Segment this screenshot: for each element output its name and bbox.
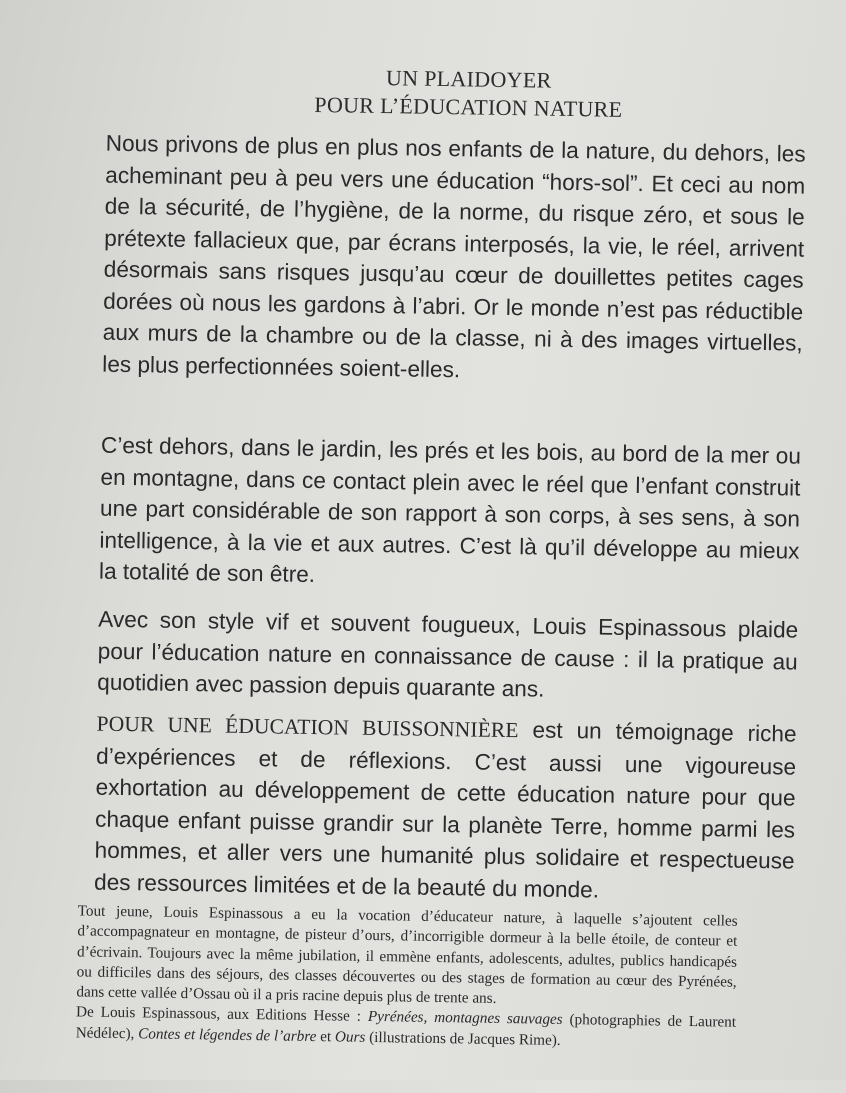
work-title-2: Contes et légendes de l’arbre — [138, 1025, 317, 1045]
works-and: et — [316, 1027, 336, 1046]
paragraph-4 — [94, 708, 797, 909]
works-intro: De Louis Espinassous, aux Editions Hesse : — [75, 1003, 369, 1026]
paragraph-2 — [99, 430, 801, 598]
title-line-2: POUR L’ÉDUCATION NATURE — [314, 91, 623, 122]
work-title-3: Ours — [334, 1028, 366, 1046]
author-bio — [76, 901, 738, 1053]
paragraph-1-text: Nous privons de plus en plus nos enfants de la nature, du dehors, les acheminant peu à peu vers une éducation “hors-sol”. Et ceci au nom de la sécurité, de l’hygiène, de la norme, du risque zéro, et sous le prétexte fallacieux que, par écrans interposés, la vie, le réel, arrivent désormais sans risques jusqu’au cœur de douillettes petites cages dorées où nous les gardons à l’abri. Or le monde n’est pas réductible aux murs de la chambre ou de la classe, ni à des images virtuelles, les plus perfectionnées soient-elles. — [102, 130, 806, 382]
paragraph-2-text: C’est dehors, dans le jardin, les prés et les bois, au bord de la mer ou en montagne, dans ce contact plein avec le réel que l’enfant construit une part considérable de son rapport à son corps, à ses sens, à son intelligence, à la vie et aux autres. C’est là qu’il développe au mieux la totalité de son être. — [98, 432, 802, 588]
paragraph-4-text — [94, 708, 797, 909]
title-line-1: UN PLAIDOYER — [385, 65, 552, 93]
book-title-caps: POUR UNE ÉDUCATION BUISSONNIÈRE — [96, 711, 519, 743]
paragraph-3-text: Avec son style vif et souvent fougueux, Louis Espinassous plaide pour l’éducation nature en connaissance de cause : il la pratique au quotidien avec passion depuis quarante ans. — [97, 606, 799, 702]
paragraph-4-rest: est un témoignage riche d’expériences et de réflexions. C’est aussi une vigoureuse exhortation au développement de cette éducation nature pour que chaque enfant puisse grandir sur la planète Terre, homme parmi les hommes, et aller vers une humanité plus solidaire et respectueuse des ressources limitées et de la beauté du monde. — [93, 717, 797, 903]
work-title-1: Pyrénées, montagnes sauvages — [367, 1008, 563, 1029]
paragraph-1 — [102, 128, 806, 391]
paragraph-3 — [97, 604, 798, 709]
page-title — [298, 63, 639, 124]
author-bio-text: Tout jeune, Louis Espinassous a eu la vocation d’éducateur nature, à laquelle s’ajoutent celles d’accompagnateur en montagne, de pisteur d’ours, d’incorrigible dormeur à la belle étoile, de conteur et d’écrivain. Toujours avec la même jubilation, il emmène enfants, adolescents, adultes, publics handicapés ou difficiles dans des séjours, des classes découvertes ou des stages de formation au cœur des Pyrénées, dans cette vallée d’Ossau où il a pris racine depuis plus de trente ans. — [76, 902, 738, 1008]
work-note-1: (photographies de Laurent Nédélec), — [75, 1011, 737, 1043]
work-note-3: (illustrations de Jacques Rime). — [365, 1028, 561, 1049]
